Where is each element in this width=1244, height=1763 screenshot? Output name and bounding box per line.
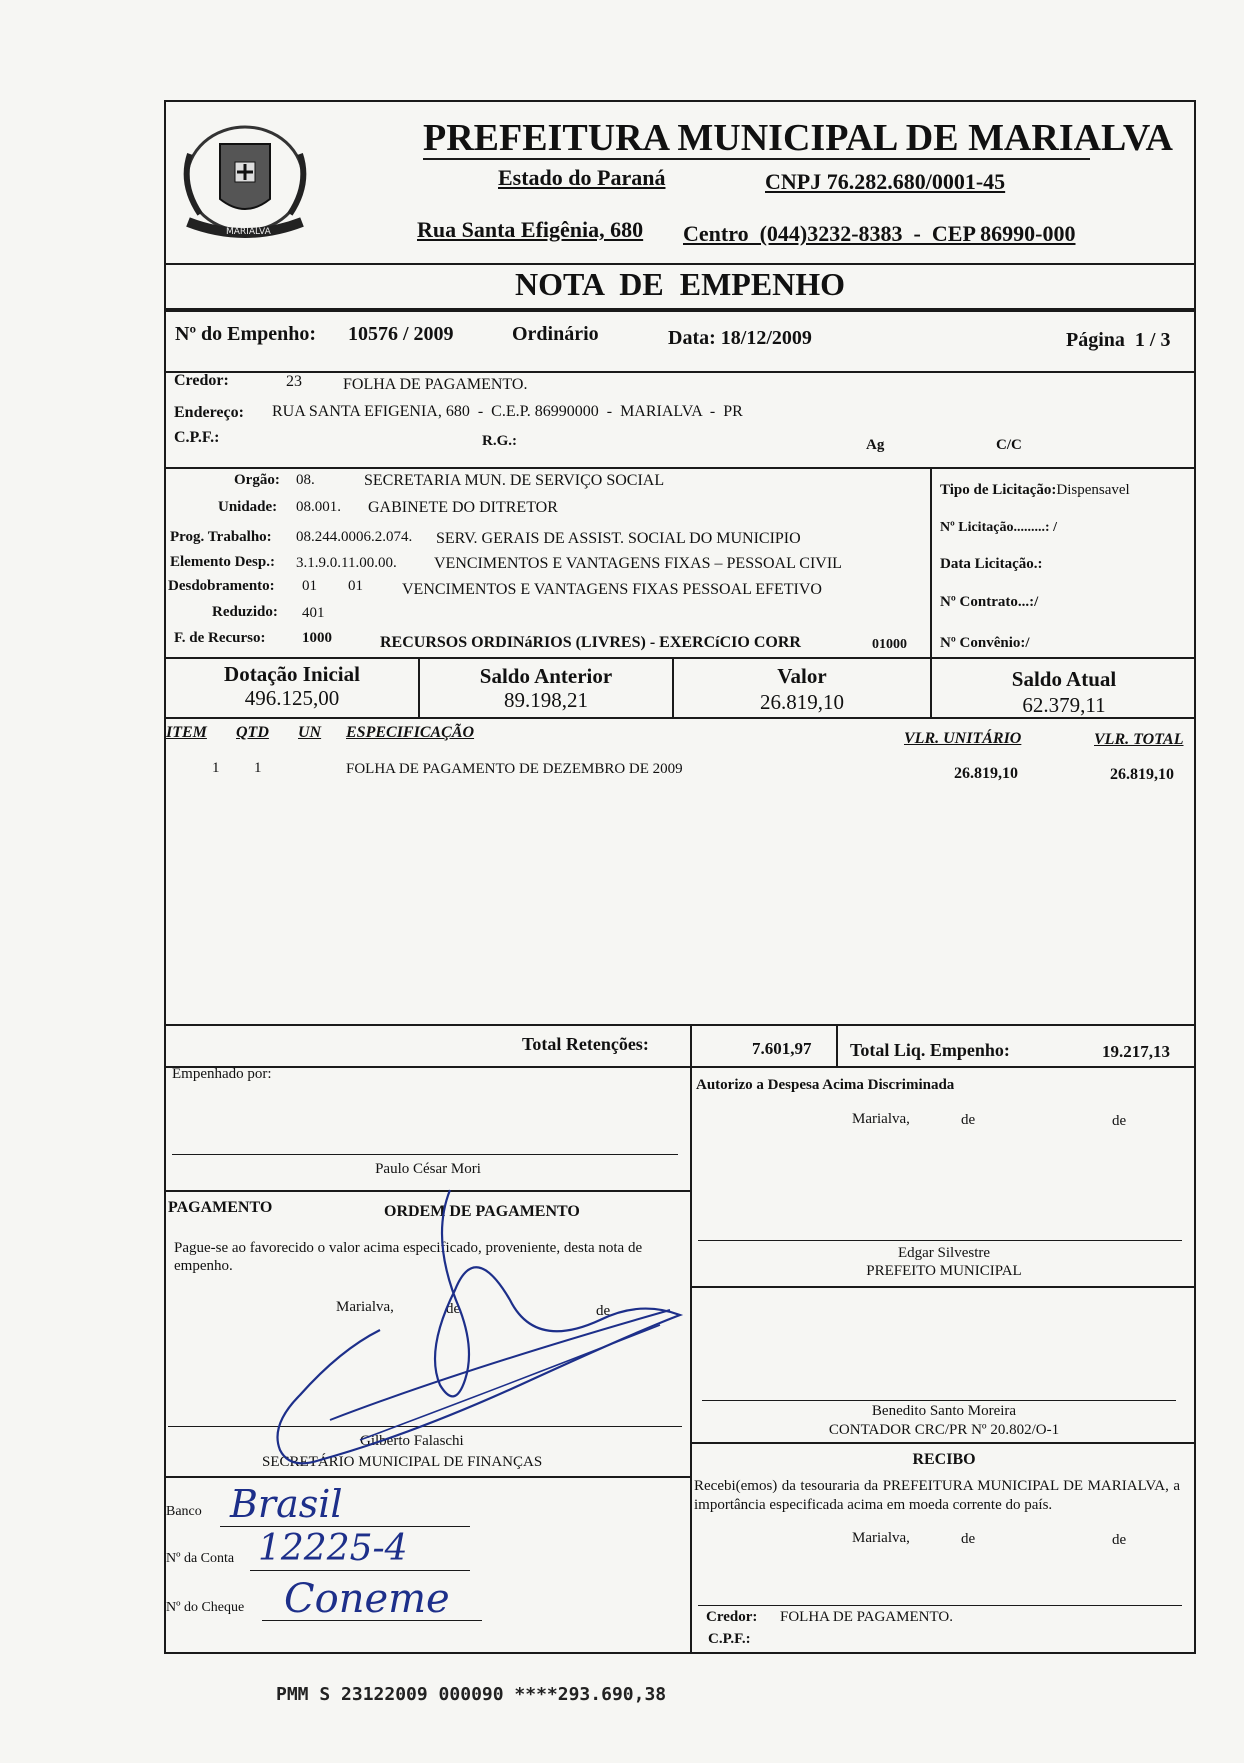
conta-line [250,1570,470,1571]
desdobramento-code1: 01 [302,578,317,594]
recibo-city: Marialva, [852,1530,910,1546]
dotacao-label: Dotação Inicial [224,662,360,686]
recibo-text: Recebi(emos) da tesouraria da PREFEITURA MUNICIPAL DE MARIALVA, a importância especificada acima em moeda corrente do país. [694,1478,1180,1513]
orgao-code: 08. [296,472,315,488]
prog-desc: SERV. GERAIS DE ASSIST. SOCIAL DO MUNICIPIO [436,530,801,547]
page-indicator: Página 1 / 3 [1066,329,1171,351]
rg-label: R.G.: [482,433,517,449]
empenho-type: Ordinário [512,323,599,345]
banco-handwritten: Brasil [230,1482,343,1526]
empenho-number: 10576 / 2009 [348,323,454,345]
saldo-atual-label: Saldo Atual [1011,667,1117,691]
lower-center-divider [690,1066,692,1654]
tipo-licitacao-label [940,482,1130,499]
empenho-date: Data: 18/12/2009 [668,327,812,349]
elemento-label: Elemento Desp.: [170,554,275,570]
municipal-crest [170,104,320,254]
empenhado-name: Paulo César Mori [375,1161,481,1177]
classification-bottom-rule [164,657,1196,659]
header-title: PREFEITURA MUNICIPAL DE MARIALVA [423,117,1173,159]
col-header-vlr-total: VLR. TOTAL [1094,731,1184,748]
desdobramento-code2: 01 [348,578,363,594]
pagamento-text: Pague-se ao favorecido o valor acima especificado, proveniente, desta nota de empenho. [174,1240,643,1274]
retencoes-label: Total Retenções: [522,1034,649,1054]
contador-signature-line [702,1400,1176,1401]
credor-bottom-rule [164,467,1196,469]
document-title: NOTA DE EMPENHO [514,266,846,302]
cheque-handwritten: Coneme [284,1576,450,1622]
recibo-de-2: de [1112,1532,1127,1548]
valor-label: Valor [777,664,827,688]
totals-divider-1 [690,1024,692,1066]
banco-label: Banco [166,1504,202,1519]
cpf-label: C.P.F.: [174,429,220,446]
header-cnpj: CNPJ 76.282.680/0001-45 [765,169,1006,194]
autorizo-de-2: de [1112,1113,1127,1129]
recurso-code2: 01000 [872,637,907,652]
autorizo-bottom-rule [690,1286,1196,1288]
recibo-de-1: de [961,1531,976,1547]
header-bottom-rule [164,263,1196,265]
empenhado-label: Empenhado por: [172,1066,272,1082]
secretario-name: Gilberto Falaschi [360,1433,464,1449]
reduzido-label: Reduzido: [212,604,278,620]
totals-bottom-rule [164,1066,1196,1068]
credor-name: FOLHA DE PAGAMENTO. [343,376,528,393]
cheque-label: Nº do Cheque [166,1600,245,1615]
recibo-credor-label: Credor: [706,1609,758,1625]
endereco-label: Endereço: [174,404,244,421]
prog-code: 08.244.0006.2.074. [296,529,413,545]
totals-top-rule [164,1024,1196,1026]
totals-divider-2 [836,1024,838,1066]
data-licitacao: Data Licitação.: [940,556,1043,572]
tipo-licitacao-value: Dispensavel [1056,482,1130,498]
col-header-especificacao: ESPECIFICAÇÃO [346,724,475,741]
row-unit: 26.819,10 [954,765,1018,782]
conta-label: Nº da Conta [166,1551,235,1566]
row-qtd: 1 [254,760,262,776]
recibo-signature-line [698,1605,1182,1606]
recurso-label: F. de Recurso: [174,630,266,646]
gilberto-signature [260,1180,690,1480]
autorizo-signature-line [698,1240,1182,1241]
credor-label: Credor: [174,372,229,389]
numero-convenio: Nº Convênio:/ [940,635,1030,651]
numero-contrato: Nº Contrato...:/ [940,594,1039,610]
col-header-vlr-unitario: VLR. UNITÁRIO [904,730,1022,747]
col-header-item: ITEM [166,724,207,741]
col-header-un: UN [298,724,322,741]
contador-name: Benedito Santo Moreira [871,1403,1017,1419]
ag-label: Ag [866,437,885,453]
valor-value: 26.819,10 [760,690,844,714]
pagamento-de-1: de [446,1301,461,1317]
autorizo-city: Marialva, [852,1111,910,1127]
saldo-anterior-label: Saldo Anterior [479,664,613,688]
header-title-rule [423,158,1090,160]
prefeito-name: Edgar Silvestre [897,1245,991,1261]
title-bottom-rule [164,308,1196,312]
ordem-pagamento-label: ORDEM DE PAGAMENTO [384,1203,580,1220]
contador-bottom-rule [690,1442,1196,1444]
licitacao-divider [930,467,932,658]
elemento-desc: VENCIMENTOS E VANTAGENS FIXAS – PESSOAL CIVIL [434,555,842,572]
pagamento-de-2: de [596,1303,611,1319]
pagamento-city: Marialva, [336,1299,394,1315]
empenho-label: Nº do Empenho: [175,323,317,345]
liquido-label: Total Liq. Empenho: [850,1040,1010,1060]
balances-bottom-rule [164,717,1196,719]
row-item: 1 [212,760,220,776]
unidade-label: Unidade: [218,499,278,515]
desdobramento-desc: VENCIMENTOS E VANTAGENS FIXAS PESSOAL EFETIVO [402,581,822,598]
recibo-cpf-label: C.P.F.: [708,1631,751,1647]
orgao-label: Orgão: [234,472,280,488]
svg-text:MARIALVA: MARIALVA [226,227,271,237]
header-address: Rua Santa Efigênia, 680 [417,217,644,242]
recibo-credor-value: FOLHA DE PAGAMENTO. [780,1609,953,1625]
pagamento-label: PAGAMENTO [168,1199,273,1216]
empenhado-signature-line [172,1154,678,1155]
numero-licitacao: Nº Licitação.........: / [940,520,1057,535]
autorizo-de-1: de [961,1112,976,1128]
row-desc: FOLHA DE PAGAMENTO DE DEZEMBRO DE 2009 [346,761,683,777]
elemento-code: 3.1.9.0.11.00.00. [296,555,397,571]
conta-handwritten: 12225-4 [258,1528,408,1569]
unidade-desc: GABINETE DO DITRETOR [368,499,558,516]
prog-label: Prog. Trabalho: [170,529,272,545]
unidade-code: 08.001. [296,499,341,515]
summary-bottom-rule [164,371,1196,373]
dotacao-value: 496.125,00 [244,686,340,710]
autorizo-label: Autorizo a Despesa Acima Discriminada [696,1077,955,1093]
cc-label: C/C [996,437,1022,453]
orgao-desc: SECRETARIA MUN. DE SERVIÇO SOCIAL [364,472,665,489]
saldo-atual-value: 62.379,11 [1022,693,1106,717]
header-state: Estado do Paraná [498,165,666,190]
credor-endereco: RUA SANTA EFIGENIA, 680 - C.E.P. 86990000 - MARIALVA - PR [272,403,743,420]
contador-role: CONTADOR CRC/PR Nº 20.802/O-1 [828,1422,1060,1438]
recibo-title: RECIBO [912,1451,976,1468]
recurso-desc: RECURSOS ORDINáRIOS (LIVRES) - EXERCíCIO CORR [380,634,801,651]
liquido-value: 19.217,13 [1102,1042,1170,1061]
footer-stamp: PMM S 23122009 000090 ****293.690,38 [276,1684,667,1705]
col-header-qtd: QTD [236,724,269,741]
saldo-anterior-value: 89.198,21 [504,688,588,712]
prefeito-role: PREFEITO MUNICIPAL [866,1263,1022,1279]
secretario-role: SECRETÁRIO MUNICIPAL DE FINANÇAS [262,1454,543,1470]
credor-code: 23 [286,373,302,390]
reduzido-value: 401 [302,605,325,621]
retencoes-value: 7.601,97 [752,1039,812,1058]
row-total: 26.819,10 [1110,766,1174,783]
desdobramento-label: Desdobramento: [168,578,275,594]
recurso-code: 1000 [302,630,332,646]
banco-line [220,1526,470,1527]
header-address-rest: Centro (044)3232-8383 - CEP 86990-000 [683,221,1076,246]
tipo-licitacao-label-text: Tipo de Licitação: [940,482,1057,498]
